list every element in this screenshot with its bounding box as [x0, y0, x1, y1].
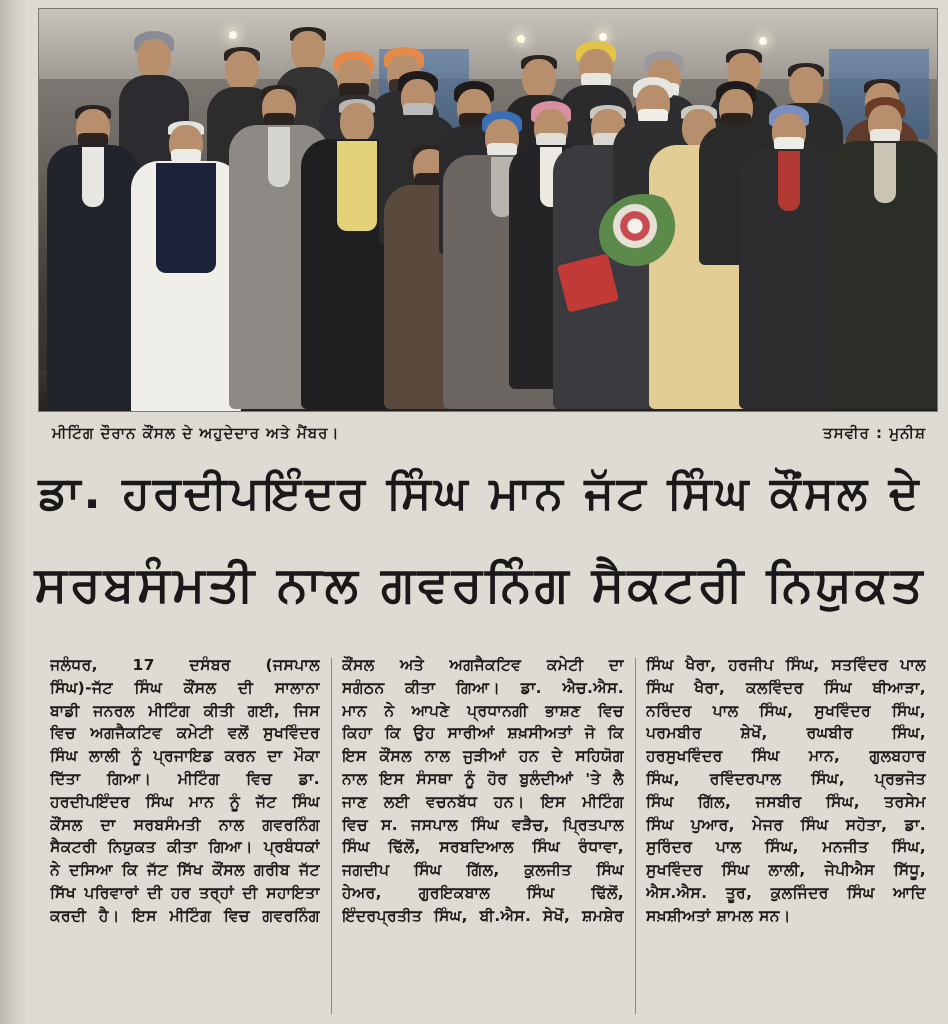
- article-line: ਜਾਣ ਲਈ ਵਚਨਬੱਧ ਹਨ। ਇਸ ਮੀਟਿੰਗ: [342, 792, 624, 811]
- article-line: ਦਿੱਤਾ ਗਿਆ। ਮੀਟਿੰਗ ਵਿਚ ਡਾ.: [50, 769, 320, 788]
- article-line: ਕਰਦੀ ਹੈ। ਇਸ ਮੀਟਿੰਗ ਵਿਚ ਗਵਰਨਿੰਗ: [50, 906, 320, 925]
- article-line: ਜਗਦੀਪ ਸਿੰਘ ਗਿੱਲ, ਕੁਲਜੀਤ ਸਿੰਘ: [342, 861, 624, 880]
- ceiling-light: [229, 31, 237, 39]
- article-line: ਵਿਚ ਸ. ਜਸਪਾਲ ਸਿੰਘ ਵੜੈਚ, ਪ੍ਰਿਤਪਾਲ: [342, 815, 624, 834]
- article-column-2: [342, 654, 624, 1016]
- article-line: ਸਿੰਘ, ਰਵਿੰਦਰਪਾਲ ਸਿੰਘ, ਪ੍ਰਭਜੋਤ: [646, 769, 926, 788]
- article-line: ਸਿੰਘ ਢਿੱਲੋਂ, ਸਰਬਦਿਆਲ ਸਿੰਘ ਰੰਧਾਵਾ,: [342, 838, 624, 857]
- person: [47, 109, 139, 409]
- article-line: ਇੰਦਰਪ੍ਰਤੀਤ ਸਿੰਘ, ਬੀ.ਐਸ. ਸੇਖੋਂ, ਸ਼ਮਸ਼ੇਰ: [342, 906, 624, 925]
- article-line: ਸਿੰਘ ਪੁਆਰ, ਮੇਜਰ ਸਿੰਘ ਸਹੋਤਾ, ਡਾ.: [646, 815, 926, 834]
- photo-caption: ਮੀਟਿੰਗ ਦੌਰਾਨ ਕੌਂਸਲ ਦੇ ਅਹੁਦੇਦਾਰ ਅਤੇ ਮੈਂਬਰ।: [52, 424, 340, 442]
- article-line: ਇਸ ਕੌਂਸਲ ਨਾਲ ਜੁੜੀਆਂ ਹਨ ਦੇ ਸਹਿਯੋਗ: [342, 747, 624, 766]
- article-line: ਸਿੰਘ ਖੈਰਾ, ਕਲਵਿੰਦਰ ਸਿੰਘ ਥੀਆੜਾ,: [646, 678, 926, 697]
- article-line: ਹਰਸੁਖਵਿੰਦਰ ਸਿੰਘ ਮਾਨ, ਗੁਲਬਹਾਰ: [646, 747, 926, 766]
- flower-bouquet: [599, 194, 689, 274]
- person: [131, 125, 241, 412]
- article-line: ਵਿਚ ਅਗਜੈਕਟਿਵ ਕਮੇਟੀ ਵਲੋਂ ਸੁਖਵਿੰਦਰ: [50, 724, 320, 743]
- headline-line-1: ਡਾ. ਹਰਦੀਪਇੰਦਰ ਸਿੰਘ ਮਾਨ ਜੱਟ ਸਿੰਘ ਕੌਂਸਲ ਦੇ: [38, 466, 922, 519]
- article-line: ਕੌਂਸਲ ਅਤੇ ਅਗਜੈਕਟਿਵ ਕਮੇਟੀ ਦਾ: [342, 656, 624, 674]
- ceiling-light: [599, 33, 607, 41]
- article-line: ਜਲੰਧਰ, 17 ਦਸੰਬਰ (ਜਸਪਾਲ: [50, 656, 320, 674]
- article-column-3: [646, 654, 926, 1016]
- article-line: ਨਰਿੰਦਰ ਪਾਲ ਸਿੰਘ, ਸੁਖਵਿੰਦਰ ਸਿੰਘ,: [646, 701, 926, 720]
- article-line: ਨੇ ਦਸਿਆ ਕਿ ਜੱਟ ਸਿੱਖ ਕੌਂਸਲ ਗਰੀਬ ਜੱਟ: [50, 861, 320, 880]
- article-line: ਸਿੱਖ ਪਰਿਵਾਰਾਂ ਦੀ ਹਰ ਤਰ੍ਹਾਂ ਦੀ ਸਹਾਇਤਾ: [50, 883, 320, 902]
- article-line: ਸਖ਼ਸ਼ੀਅਤਾਂ ਸ਼ਾਮਲ ਸਨ।: [646, 906, 791, 925]
- person: [739, 113, 839, 409]
- group-photo: [38, 8, 938, 412]
- person: [829, 105, 938, 409]
- article-line: ਸਗੰਠਨ ਕੀਤਾ ਗਿਆ। ਡਾ. ਐਚ.ਐਸ.: [342, 678, 624, 697]
- article-line: ਕਿਹਾ ਕਿ ਉਹ ਸਾਰੀਆਂ ਸ਼ਖ਼ਸੀਅਤਾਂ ਜੋ ਕਿ: [342, 724, 624, 743]
- page-edge: [0, 0, 26, 1024]
- article-line: ਕੌਂਸਲ ਦਾ ਸਰਬਸੰਮਤੀ ਨਾਲ ਗਵਰਨਿੰਗ: [50, 815, 320, 834]
- article-line: ਮਾਨ ਨੇ ਆਪਣੇ ਪ੍ਰਧਾਨਗੀ ਭਾਸ਼ਣ ਵਿਚ: [342, 701, 624, 720]
- article-line: ਬਾਡੀ ਜਨਰਲ ਮੀਟਿੰਗ ਕੀਤੀ ਗਈ, ਜਿਸ: [50, 701, 320, 720]
- article-line: ਸਿੰਘ ਖੈਰਾ, ਹਰਜੀਪ ਸਿੰਘ, ਸਤਵਿੰਦਰ ਪਾਲ: [646, 656, 926, 674]
- column-rule: [331, 658, 332, 1014]
- article-line: ਸੁਰਿੰਦਰ ਪਾਲ ਸਿੰਘ, ਮਨਜੀਤ ਸਿੰਘ,: [646, 838, 926, 857]
- article-line: ਸਿੰਘ ਗਿੱਲ, ਜਸਬੀਰ ਸਿੰਘ, ਤਰਸੇਮ: [646, 792, 926, 811]
- article-line: ਸੈਕਟਰੀ ਨਿਯੁਕਤ ਕੀਤਾ ਗਿਆ। ਪ੍ਰਬੰਧਕਾਂ: [50, 838, 320, 857]
- article-line: ਹੇਅਰ, ਗੁਰਇਕਬਾਲ ਸਿੰਘ ਢਿੱਲੋਂ,: [342, 883, 624, 902]
- ceiling-light: [759, 37, 767, 45]
- article-line: ਸਿੰਘ)-ਜੱਟ ਸਿੰਘ ਕੌਂਸਲ ਦੀ ਸਾਲਾਨਾ: [50, 678, 320, 697]
- ceiling-light: [517, 35, 525, 43]
- photo-credit: ਤਸਵੀਰ : ਮੁਨੀਸ਼: [823, 424, 926, 442]
- article-line: ਹਰਦੀਪਇੰਦਰ ਸਿੰਘ ਮਾਨ ਨੂੰ ਜੱਟ ਸਿੰਘ: [50, 792, 320, 811]
- article-line: ਐਸ.ਐਸ. ਤੂਰ, ਕੁਲਜਿੰਦਰ ਸਿੰਘ ਆਦਿ: [646, 883, 926, 902]
- article-line: ਪਰਮਬੀਰ ਸ਼ੇਖੋਂ, ਰਘਬੀਰ ਸਿੰਘ,: [646, 724, 926, 743]
- article-line: ਨਾਲ ਇਸ ਸੰਸਥਾ ਨੂੰ ਹੋਰ ਬੁਲੰਦੀਆਂ 'ਤੇ ਲੈ: [342, 769, 624, 788]
- article-line: ਸੁਖਵਿੰਦਰ ਸਿੰਘ ਲਾਲੀ, ਜੇਪੀਐਸ ਸਿੱਧੂ,: [646, 861, 926, 880]
- column-rule: [635, 658, 636, 1014]
- article-column-1: [50, 654, 320, 1016]
- article-line: ਸਿੰਘ ਲਾਲੀ ਨੂੰ ਪ੍ਰਜਾਇਡ ਕਰਨ ਦਾ ਮੌਕਾ: [50, 747, 320, 766]
- headline-line-2: ਸਰਬਸੰਮਤੀ ਨਾਲ ਗਵਰਨਿੰਗ ਸੈਕਟਰੀ ਨਿਯੁਕਤ: [34, 556, 926, 613]
